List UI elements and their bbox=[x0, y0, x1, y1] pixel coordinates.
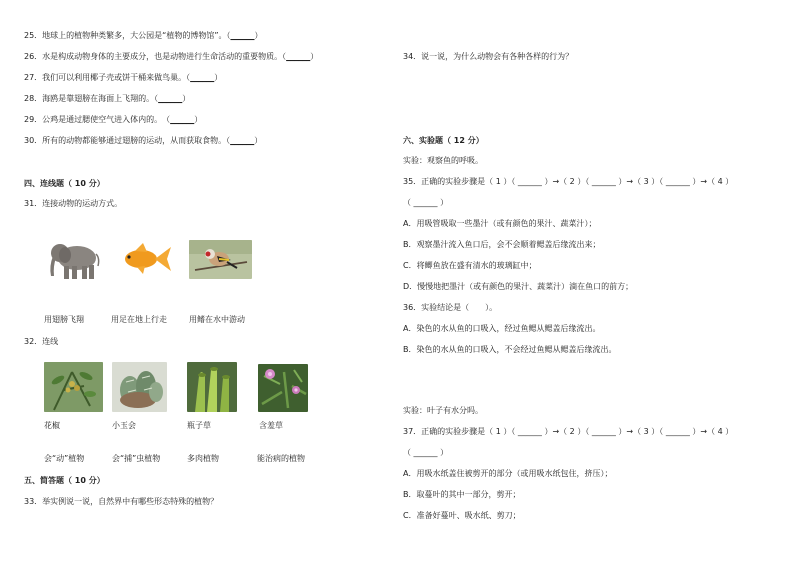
q37-option-a: A．用吸水纸盖住被剪开的部分（或用吸水纸包住，挤压）； bbox=[403, 469, 613, 478]
question-37[interactable]: 37．正确的实验步骤是（ 1 ）（ ______ ）→（ 2 ）（ ______ ）→（ 3 ）（ ______ ）→（ 4 ） bbox=[403, 427, 734, 436]
answer-blank[interactable]: ______ bbox=[190, 73, 215, 82]
motion-label-swim: 用鳍在水中游动 bbox=[189, 315, 245, 324]
question-36: 36．实验结论是（ ）。 bbox=[403, 303, 498, 312]
experiment-leaf-water: 实验：叶子有水分吗。 bbox=[403, 406, 483, 415]
question-28 bbox=[24, 94, 190, 104]
q35-option-c: C．将鲫鱼放在盛有清水的玻璃缸中； bbox=[403, 261, 537, 270]
plant-type-medicinal: 能治病的植物 bbox=[257, 454, 305, 463]
question-text: 25．地球上的植物种类繁多，大公园是“植物的博物馆”。（ bbox=[24, 31, 231, 40]
motion-label-fly: 用翅膀飞翔 bbox=[44, 315, 84, 324]
q37-option-b: B．取蔓叶的其中一部分，剪开； bbox=[403, 490, 521, 499]
q35-option-b: B．观察墨汁流入鱼口后，会不会顺着鳃盖后缘流出来； bbox=[403, 240, 601, 249]
question-31: 31．连接动物的运动方式。 bbox=[24, 199, 123, 208]
bracket: ） bbox=[254, 136, 263, 145]
question-34: 34．说一说，为什么动物会有各种各样的行为？ bbox=[403, 52, 574, 61]
question-text: 29．公鸡是通过腮使空气进入体内的。 （ bbox=[24, 115, 171, 124]
plant-name-sichuan-pepper: 花椒 bbox=[44, 421, 60, 430]
motion-label-walk: 用足在地上行走 bbox=[111, 315, 167, 324]
question-26 bbox=[24, 52, 318, 62]
elephant-icon bbox=[44, 236, 104, 282]
goldfish-icon bbox=[117, 241, 174, 275]
question-27 bbox=[24, 73, 222, 83]
q36-option-a: A．染色的水从鱼的口吸入，经过鱼鳃从鳃盖后缘流出。 bbox=[403, 324, 601, 333]
question-35[interactable]: 35．正确的实验步骤是（ 1 ）（ ______ ）→（ 2 ）（ ______ ）→（ 3 ）（ ______ ）→（ 4 ） bbox=[403, 177, 734, 186]
answer-blank[interactable]: ______ bbox=[230, 136, 255, 145]
question-37-continued[interactable]: （ ______ ） bbox=[403, 448, 449, 457]
plant-name-succulent: 小玉会 bbox=[112, 421, 136, 430]
answer-blank[interactable]: ______ bbox=[170, 115, 195, 124]
section-heading-6: 六、实验题（ 12 分） bbox=[403, 136, 484, 145]
bracket: ） bbox=[254, 31, 263, 40]
mimosa-plant-icon bbox=[258, 364, 308, 412]
question-29 bbox=[24, 115, 202, 125]
q35-option-a: A．用吸管吸取一些墨汁（或有颜色的果汁、蔬菜汁）； bbox=[403, 219, 597, 228]
section-heading-5: 五、简答题（ 10 分） bbox=[24, 476, 105, 485]
answer-blank[interactable]: ______ bbox=[158, 94, 183, 103]
plant-type-succulent: 多肉植物 bbox=[187, 454, 219, 463]
bracket: ） bbox=[182, 94, 191, 103]
q36-option-b: B．染色的水从鱼的口吸入，不会经过鱼鳃从鳃盖后缘流出。 bbox=[403, 345, 617, 354]
q35-option-d: D．慢慢地把墨汁（或有颜色的果汁、蔬菜汁）滴在鱼口的前方； bbox=[403, 282, 634, 291]
bracket: ） bbox=[194, 115, 203, 124]
question-text: 28．海鸥是靠翅膀在海面上飞翔的。（ bbox=[24, 94, 159, 103]
question-25 bbox=[24, 31, 262, 41]
plant-name-mimosa: 含羞草 bbox=[259, 421, 283, 430]
question-text: 26．水是构成动物身体的主要成分，也是动物进行生命活动的重要物质。（ bbox=[24, 52, 287, 61]
question-32: 32．连线 bbox=[24, 337, 59, 346]
plant-name-pitcher-plant: 瓶子草 bbox=[187, 421, 211, 430]
plant-type-insect-catching: 会“捕”虫植物 bbox=[112, 454, 161, 463]
sichuan-pepper-plant-icon bbox=[44, 362, 103, 412]
pitcher-plant-icon bbox=[187, 362, 237, 412]
question-35-continued[interactable]: （ ______ ） bbox=[403, 198, 449, 207]
question-text: 27．我们可以利用椰子壳或饼干桶来做鸟巢。（ bbox=[24, 73, 191, 82]
bracket: ） bbox=[214, 73, 223, 82]
bracket: ） bbox=[310, 52, 319, 61]
question-30 bbox=[24, 136, 262, 146]
plant-type-moving: 会“动”植物 bbox=[44, 454, 85, 463]
q37-option-c: C．准备好蔓叶、吸水纸、剪刀； bbox=[403, 511, 521, 520]
section-heading-4: 四、连线题（ 10 分） bbox=[24, 179, 105, 188]
succulent-plant-icon bbox=[112, 362, 167, 412]
answer-blank[interactable]: ______ bbox=[230, 31, 255, 40]
question-text: 30．所有的动物都能够通过翅膀的运动，从而获取食物。（ bbox=[24, 136, 231, 145]
experiment-fish-breathing: 实验：观察鱼的呼吸。 bbox=[403, 156, 483, 165]
goldfinch-icon bbox=[189, 240, 252, 279]
answer-blank[interactable]: ______ bbox=[286, 52, 311, 61]
question-33: 33．举实例说一说，自然界中有哪些形态特殊的植物？ bbox=[24, 497, 219, 506]
